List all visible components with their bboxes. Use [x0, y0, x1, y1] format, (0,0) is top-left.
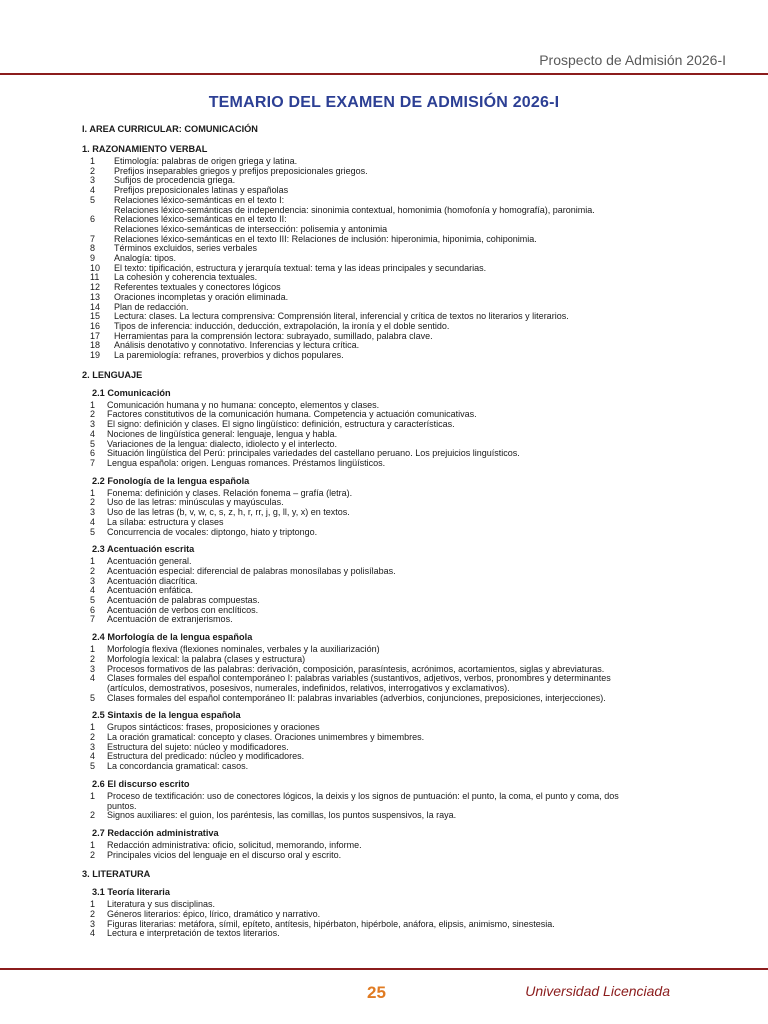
subsection-list	[82, 401, 722, 469]
list-item	[82, 694, 722, 704]
item-number: 14	[90, 301, 101, 312]
item-text: Tipos de inferencia: inducción, deducción, extrapolación, la ironía y el doble sentido.	[114, 320, 450, 331]
item-text: Acentuación diacrítica.	[107, 575, 198, 586]
item-number: 3	[90, 507, 96, 518]
item-number: 1	[90, 839, 96, 850]
area-heading: I. AREA CURRICULAR: COMUNICACIÓN	[82, 124, 258, 134]
item-number: 8	[90, 243, 96, 254]
item-text: Relaciones léxico-semánticas de intersección: polisemia y antonimia	[114, 223, 388, 234]
subsection-heading: 3.1 Teoría literaria	[92, 887, 170, 898]
item-number: 11	[90, 272, 100, 283]
item-text: Acentuación general.	[107, 556, 192, 567]
list-item	[82, 762, 722, 772]
item-number: 17	[90, 330, 101, 341]
item-number: 2	[90, 565, 96, 576]
item-text: Acentuación especial: diferencial de palabras monosílabas y polisílabas.	[107, 565, 396, 576]
item-text: Análisis denotativo y connotativo. Inferencias y lectura crítica.	[114, 340, 360, 351]
item-number: 3	[90, 419, 96, 430]
item-text: Principales vicios del lenguaje en el discurso oral y escrito.	[107, 849, 342, 860]
item-text: Relaciones léxico-semánticas en el texto I:	[114, 194, 285, 205]
item-text: Concurrencia de vocales: diptongo, hiato y triptongo.	[107, 526, 318, 537]
item-text: Herramientas para la comprensión lectora: subrayado, sumillado, palabra clave.	[114, 330, 433, 341]
item-number: 3	[90, 575, 96, 586]
item-text: Términos excluidos, series verbales	[114, 243, 258, 254]
item-number: 5	[90, 692, 96, 703]
item-number: 1	[90, 487, 96, 498]
item-number: 4	[90, 428, 96, 439]
item-number: 1	[90, 722, 96, 733]
item-number: 1	[90, 399, 96, 410]
item-number: 2	[90, 909, 96, 920]
item-text: La sílaba: estructura y clases	[107, 516, 224, 527]
list-item	[82, 615, 722, 625]
item-text: Sufijos de procedencia griega.	[114, 175, 236, 186]
item-number: 2	[90, 165, 96, 176]
subsection-list	[82, 900, 722, 939]
item-number: 3	[90, 175, 96, 186]
subsection-heading: 2.4 Morfología de la lengua española	[92, 632, 253, 643]
item-text: (artículos, demostrativos, posesivos, numerales, indefinidos, relativos, interrogativos y exclamativos).	[107, 682, 510, 693]
footer-university-label: Universidad Licenciada	[525, 983, 670, 999]
item-number: 1	[90, 556, 96, 567]
item-number: 9	[90, 253, 96, 264]
item-number: 3	[90, 741, 96, 752]
item-text: Nociones de lingüística general: lenguaje, lengua y habla.	[107, 428, 338, 439]
item-text: Morfología lexical: la palabra (clases y estructura)	[107, 653, 306, 664]
item-text: Acentuación de verbos con enclíticos.	[107, 604, 259, 615]
item-text: Clases formales del español contemporáneo I: palabras variables (sustantivos, adjetivos, verbos, pronombres y determinantes	[107, 673, 611, 684]
item-text: Etimología: palabras de origen griega y latina.	[114, 156, 298, 166]
item-number: 4	[90, 673, 96, 684]
item-number: 10	[90, 262, 101, 273]
footer-divider	[0, 968, 768, 970]
item-number: 5	[90, 438, 96, 449]
item-number: 4	[90, 585, 96, 596]
list-item	[82, 351, 722, 361]
item-text: Literatura y sus disciplinas.	[107, 899, 216, 910]
list-item	[82, 459, 722, 469]
subsection-heading: 2.3 Acentuación escrita	[92, 544, 195, 555]
item-number: 5	[90, 595, 96, 606]
item-text: Estructura del sujeto: núcleo y modificadores.	[107, 741, 289, 752]
item-text: Acentuación enfática.	[107, 585, 194, 596]
item-text: Acentuación de palabras compuestas.	[107, 595, 260, 606]
item-number: 7	[90, 614, 96, 625]
subsection-heading: 2.1 Comunicación	[92, 387, 171, 398]
item-number: 6	[90, 604, 96, 615]
item-number: 1	[90, 156, 96, 166]
header-divider	[0, 73, 768, 75]
item-number: 6	[90, 214, 96, 225]
page-number: 25	[367, 983, 386, 1002]
item-text: El texto: tipificación, estructura y jerarquía textual: tema y las ideas principales y secundarias.	[114, 262, 487, 273]
list-item	[82, 792, 722, 802]
item-text: Lengua española: origen. Lenguas romances. Préstamos lingüísticos.	[107, 457, 386, 468]
list-item	[82, 244, 722, 254]
section-heading-razonamiento-verbal: 1. RAZONAMIENTO VERBAL	[82, 144, 208, 154]
item-number: 1	[90, 899, 96, 910]
item-number: 1	[90, 790, 96, 801]
item-text: Redacción administrativa: oficio, solicitud, memorando, informe.	[107, 839, 362, 850]
item-number: 4	[90, 516, 96, 527]
item-text: Proceso de textificación: uso de conectores lógicos, la deixis y los signos de puntuación: el punto, la coma, el punto y coma, dos	[107, 790, 619, 801]
item-text: Morfología flexiva (flexiones nominales, verbales y la auxiliarización)	[107, 644, 380, 655]
item-text: Géneros literarios: épico, lírico, dramático y narrativo.	[107, 909, 321, 920]
item-number: 2	[90, 810, 96, 821]
subsection-heading: 2.5 Sintaxis de la lengua española	[92, 710, 241, 721]
item-text: Estructura del predicado: núcleo y modificadores.	[107, 751, 305, 762]
item-text: Relaciones léxico-semánticas de independencia: sinonimia contextual, homonimia (homofonía y homografía), paronimia.	[114, 204, 595, 215]
item-number: 13	[90, 291, 101, 302]
item-number: 1	[90, 644, 96, 655]
item-number: 4	[90, 928, 96, 939]
list-item	[82, 811, 722, 821]
syllabus-content	[82, 124, 722, 939]
item-text: Grupos sintácticos: frases, proposiciones y oraciones	[107, 722, 320, 733]
item-number: 15	[90, 311, 101, 322]
literatura-sections	[82, 887, 722, 939]
item-number: 5	[90, 761, 96, 772]
section-heading-literatura: 3. LITERATURA	[82, 869, 151, 880]
item-number: 6	[90, 448, 96, 459]
item-text: Factores constitutivos de la comunicación humana. Competencia y actuación comunicativas.	[107, 409, 477, 420]
item-text: Signos auxiliares: el guion, los paréntesis, las comillas, los puntos suspensivos, la raya.	[107, 810, 457, 821]
item-text: Prefijos inseparables griegos y prefijos preposicionales griegos.	[114, 165, 368, 176]
subsection-heading: 2.7 Redacción administrativa	[92, 827, 219, 838]
item-text: Analogía: tipos.	[114, 253, 177, 264]
list-item	[82, 851, 722, 861]
item-number: 3	[90, 918, 96, 929]
item-text: puntos.	[107, 800, 137, 811]
subsection-list	[82, 792, 722, 821]
item-text: La concordancia gramatical: casos.	[107, 761, 249, 772]
item-text: La paremiología: refranes, proverbios y dichos populares.	[114, 350, 344, 361]
item-number: 4	[90, 185, 96, 196]
item-text: Relaciones léxico-semánticas en el texto III: Relaciones de inclusión: hiperonimia, hiponimia, cohiponimia.	[114, 233, 537, 244]
item-text: Procesos formativos de las palabras: derivación, composición, parasíntesis, acrónimos, acortamientos, siglas y abreviaturas.	[107, 663, 605, 674]
item-number: 18	[90, 340, 101, 351]
item-number: 19	[90, 350, 101, 361]
subsection-list	[82, 557, 722, 625]
item-text: Figuras literarias: metáfora, símil, epíteto, antítesis, hipérbaton, hipérbole, anáfora, elipsis, animismo, sinestesia.	[107, 918, 555, 929]
subsection-heading: 2.2 Fonología de la lengua española	[92, 475, 250, 486]
item-number: 2	[90, 653, 96, 664]
razonamiento-verbal-list	[82, 157, 722, 361]
item-text: Plan de redacción.	[114, 301, 189, 312]
item-number: 2	[90, 732, 96, 743]
item-text: Lectura: clases. La lectura comprensiva: Comprensión literal, inferencial y crítica de textos no literarios y literarios.	[114, 311, 569, 322]
item-text: La cohesión y coherencia textuales.	[114, 272, 258, 283]
item-text: Situación lingüística del Perú: principales variedades del castellano peruano. Los prejuicios linguísticos.	[107, 448, 520, 459]
subsection-list	[82, 489, 722, 538]
item-number: 16	[90, 320, 101, 331]
item-text: Uso de las letras (b, v, w, c, s, z, h, r, rr, j, g, ll, y, x) en textos.	[107, 507, 350, 518]
section-heading-lenguaje: 2. LENGUAJE	[82, 369, 143, 380]
item-number: 4	[90, 751, 96, 762]
item-number: 7	[90, 233, 96, 244]
lenguaje-sections	[82, 388, 722, 861]
subsection-heading: 2.6 El discurso escrito	[92, 778, 190, 789]
item-text: Uso de las letras: minúsculas y mayúsculas.	[107, 497, 284, 508]
item-text: Referentes textuales y conectores lógicos	[114, 282, 281, 293]
item-number: 7	[90, 457, 96, 468]
item-number: 2	[90, 849, 96, 860]
item-number: 5	[90, 194, 96, 205]
list-item	[82, 528, 722, 538]
item-text: Fonema: definición y clases. Relación fonema – grafía (letra).	[107, 487, 353, 498]
item-text: Oraciones incompletas y oración eliminada.	[114, 291, 289, 302]
item-number: 12	[90, 282, 101, 293]
subsection-list	[82, 645, 722, 703]
subsection-list	[82, 723, 722, 772]
item-text: La oración gramatical: concepto y clases. Oraciones unimembres y bimembres.	[107, 732, 425, 743]
subsection-list	[82, 841, 722, 860]
item-text: Relaciones léxico-semánticas en el texto II:	[114, 214, 287, 225]
list-item	[82, 929, 722, 939]
item-text: Prefijos preposicionales latinas y españolas	[114, 185, 289, 196]
item-number: 2	[90, 497, 96, 508]
page-title: TEMARIO DEL EXAMEN DE ADMISIÓN 2026-I	[208, 94, 560, 111]
item-text: Clases formales del español contemporáneo II: palabras invariables (adverbios, conjunciones, preposiciones, interjecciones).	[107, 692, 606, 703]
item-text: Comunicación humana y no humana: concepto, elementos y clases.	[107, 399, 380, 410]
item-number: 2	[90, 409, 96, 420]
item-text: Variaciones de la lengua: dialecto, idiolecto y el interlecto.	[107, 438, 337, 449]
header-title: Prospecto de Admisión 2026-I	[539, 52, 726, 68]
item-text: Lectura e interpretación de textos literarios.	[107, 928, 280, 939]
item-number: 3	[90, 663, 96, 674]
item-number: 5	[90, 526, 96, 537]
item-text: Acentuación de extranjerismos.	[107, 614, 233, 625]
item-text: El signo: definición y clases. El signo lingüístico: definición, estructura y características.	[107, 419, 455, 430]
